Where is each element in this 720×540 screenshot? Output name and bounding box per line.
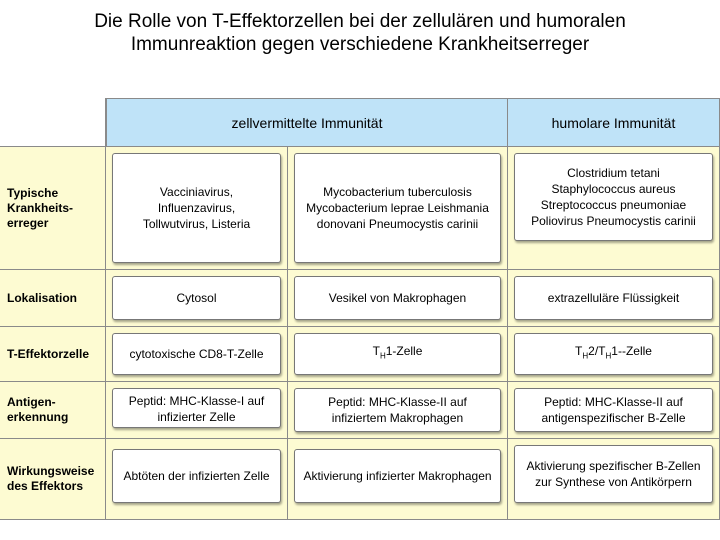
cell-antigen-cellular-1 — [106, 382, 288, 439]
box-line: infizierter Zelle — [157, 410, 236, 424]
row-label-line: Wirkungsweise — [7, 464, 95, 478]
row-label-line: T-Effektorzelle — [7, 346, 90, 361]
box-line: Clostridium tetani — [567, 166, 660, 180]
header-humoral-immunity — [508, 98, 720, 147]
box-line: extrazelluläre Flüssigkeit — [547, 291, 680, 305]
info-box — [514, 333, 713, 375]
t-letter: T — [372, 344, 380, 359]
th1-label — [373, 343, 423, 364]
box-line: Vacciniavirus, — [159, 185, 234, 199]
row-label-line: erreger — [7, 215, 49, 230]
info-box — [112, 333, 281, 375]
box-line: Aktivierung spezifischer B-Zellen — [526, 459, 701, 473]
info-box — [514, 276, 713, 320]
cell-localization-cellular-1 — [106, 270, 288, 327]
box-line: Streptococcus pneumoniae — [540, 198, 687, 212]
rest-text: 1-Zelle — [385, 344, 423, 359]
info-box — [294, 153, 501, 263]
cell-antigen-humoral — [508, 382, 720, 439]
cell-localization-cellular-2 — [288, 270, 508, 327]
row-label-antigen-recognition — [0, 382, 106, 439]
box-line: Peptid: MHC-Klasse-II auf — [544, 395, 683, 409]
comparison-table — [0, 98, 720, 520]
row-label-line: Krankheits- — [7, 200, 74, 215]
row-label-line: erkennung — [7, 410, 69, 424]
cell-pathogens-cellular-2 — [288, 147, 508, 270]
row-label-line: Lokalisation — [7, 290, 78, 305]
box-line: Staphylococcus aureus — [551, 182, 676, 196]
header-cellular-immunity — [106, 98, 508, 147]
row-label-pathogens — [0, 147, 106, 270]
box-line: donovani Pneumocystis carinii — [316, 217, 479, 231]
info-box — [294, 276, 501, 320]
box-line: Peptid: MHC-Klasse-I auf — [128, 394, 265, 408]
info-box — [112, 449, 281, 503]
page-title — [0, 10, 720, 56]
row-label-line: Typische — [7, 185, 59, 200]
cell-effector-cellular-1 — [106, 327, 288, 382]
middle-text: 2/T — [588, 344, 606, 359]
box-line: Vesikel von Makrophagen — [328, 291, 467, 305]
cell-pathogens-cellular-1 — [106, 147, 288, 270]
corner-cell — [0, 98, 106, 147]
th2-th1-label — [575, 343, 652, 364]
info-box — [294, 333, 501, 375]
cell-effector-cellular-2 — [288, 327, 508, 382]
cell-pathogens-humoral — [508, 147, 720, 270]
h-subscript-2: H — [605, 351, 612, 361]
box-line: Poliovirus Pneumocystis carinii — [531, 214, 696, 228]
box-line: Cytosol — [176, 291, 217, 305]
info-box — [294, 449, 501, 503]
box-line: zur Synthese von Antikörpern — [535, 475, 692, 489]
box-line: Peptid: MHC-Klasse-II auf — [328, 395, 467, 409]
title-line-1: Die Rolle von T-Effektorzellen bei der zellulären und humoralen — [94, 11, 626, 32]
box-line: Abtöten der infizierten Zelle — [123, 469, 270, 483]
header-cellular-label: zellvermittelte Immunität — [231, 114, 383, 131]
box-line: infiziertem Makrophagen — [331, 411, 464, 425]
row-label-t-effector — [0, 327, 106, 382]
t-letter: T — [575, 344, 583, 359]
header-humoral-label: humolare Immunität — [551, 114, 676, 131]
cell-action-cellular-1 — [106, 439, 288, 520]
row-label-line: Antigen- — [7, 395, 56, 409]
cell-action-cellular-2 — [288, 439, 508, 520]
box-line: Tollwutvirus, Listeria — [142, 217, 251, 231]
info-box — [112, 276, 281, 320]
info-box — [112, 388, 281, 428]
row-label-line: des Effektors — [7, 479, 84, 493]
box-line: Influenzavirus, — [157, 201, 236, 215]
box-line: Aktivierung infizierter Makrophagen — [303, 469, 492, 483]
row-label-localization — [0, 270, 106, 327]
cell-effector-humoral — [508, 327, 720, 382]
box-line: Mycobacterium tuberculosis — [323, 185, 472, 199]
row-label-effector-action — [0, 439, 106, 520]
info-box — [514, 445, 713, 503]
cell-antigen-cellular-2 — [288, 382, 508, 439]
info-box — [514, 388, 713, 432]
cell-localization-humoral — [508, 270, 720, 327]
info-box — [112, 153, 281, 263]
title-line-2: Immunreaktion gegen verschiedene Krankheitserreger — [130, 34, 590, 55]
h-subscript: H — [582, 351, 589, 361]
info-box — [294, 388, 501, 432]
cell-action-humoral — [508, 439, 720, 520]
box-line: antigenspezifischer B-Zelle — [541, 411, 686, 425]
h-subscript: H — [379, 351, 386, 361]
info-box — [514, 153, 713, 241]
box-line: cytotoxische CD8-T-Zelle — [129, 347, 264, 361]
box-line: Mycobacterium leprae Leishmania — [306, 201, 489, 215]
rest-text: 1--Zelle — [611, 344, 652, 359]
